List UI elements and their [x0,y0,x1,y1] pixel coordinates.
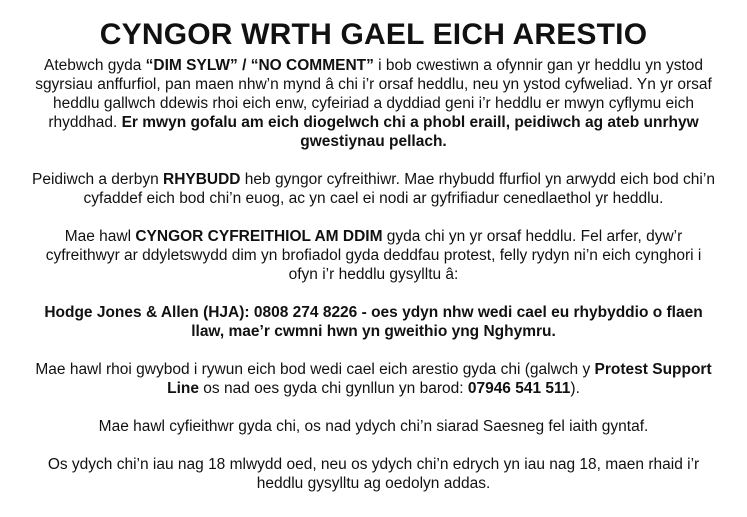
spacer [30,208,717,227]
paragraph-appropriate-adult: Os ydych chi’n iau nag 18 mlwydd oed, neu os ydych chi’n edrych yn iau nag 18, maen rhaid i’r heddlu gysylltu ag oedolyn addas. [47,456,700,492]
paragraph-interpreter: Mae hawl cyfieithwr gyda chi, os nad ydych chi’n siarad Saesneg fel iaith gyntaf. [98,418,649,435]
bold-text: 07946 541 511 [467,380,571,397]
paragraph-no-comment [30,56,717,151]
bold-text: “DIM SYLW” / “NO COMMENT” [145,57,374,74]
spacer [30,436,717,455]
spacer [30,398,717,417]
text: ). [570,380,580,397]
paragraph-notify-someone [30,360,717,398]
spacer [30,151,717,170]
text: os nad oes gyda chi gynllun yn barod: [198,380,468,397]
paragraph-solicitor-contact: Hodge Jones & Allen (HJA): 0808 274 8226 - oes ydyn nhw wedi cael eu rhybyddio o flaen llaw, mae’r cwmni hwn yn gweithio yng Nghymru. [44,304,703,340]
spacer [30,284,717,303]
bold-text: RHYBUDD [163,171,241,188]
text: i bob cwestiwn a ofynnir gan yr heddlu yn ystod sgyrsiau anffurfiol, pan maen nhw’n mynd â chi i’r orsaf heddlu, neu yn ystod cyfweliad. Yn yr orsaf heddlu gallwch ddewis rhoi eich enw, cyfeiriad a dyddiad geni i’r heddlu er mwyn cyflymu eich rhyddhad. [35,57,712,131]
text: gyda chi yn yr orsaf heddlu. Fel arfer, dyw’r cyfreithwyr ar ddyletswydd dim yn brofiadol gyda deddfau protest, felly rydyn ni’n eich cynghori i ofyn i’r heddlu gysylltu â: [45,228,702,283]
bold-text: Er mwyn gofalu am eich diogelwch chi a phobl eraill, peidiwch ag ateb unrhyw gwestiynau pellach. [121,114,699,150]
page-title: CYNGOR WRTH GAEL EICH ARESTIO [99,18,648,51]
text: Atebwch gyda [43,57,146,74]
text: Peidiwch a derbyn [32,171,163,188]
paragraph-free-legal-advice [30,227,717,284]
text: heb gyngor cyfreithiwr. Mae rhybudd ffurfiol yn arwydd eich bod chi’n cyfaddef eich bod chi’n euog, ac yn cael ei nodi ar gyfrifiadur cenedlaethol yr heddlu. [83,171,715,207]
bold-text: CYNGOR CYFREITHIOL AM DDIM [135,228,383,245]
paragraph-caution [30,170,717,208]
spacer [30,341,717,360]
bold-text: Protest Support Line [167,361,712,397]
text: Mae hawl [64,228,136,245]
text: Mae hawl rhoi gwybod i rywun eich bod wedi cael eich arestio gyda chi (galwch y [35,361,595,378]
